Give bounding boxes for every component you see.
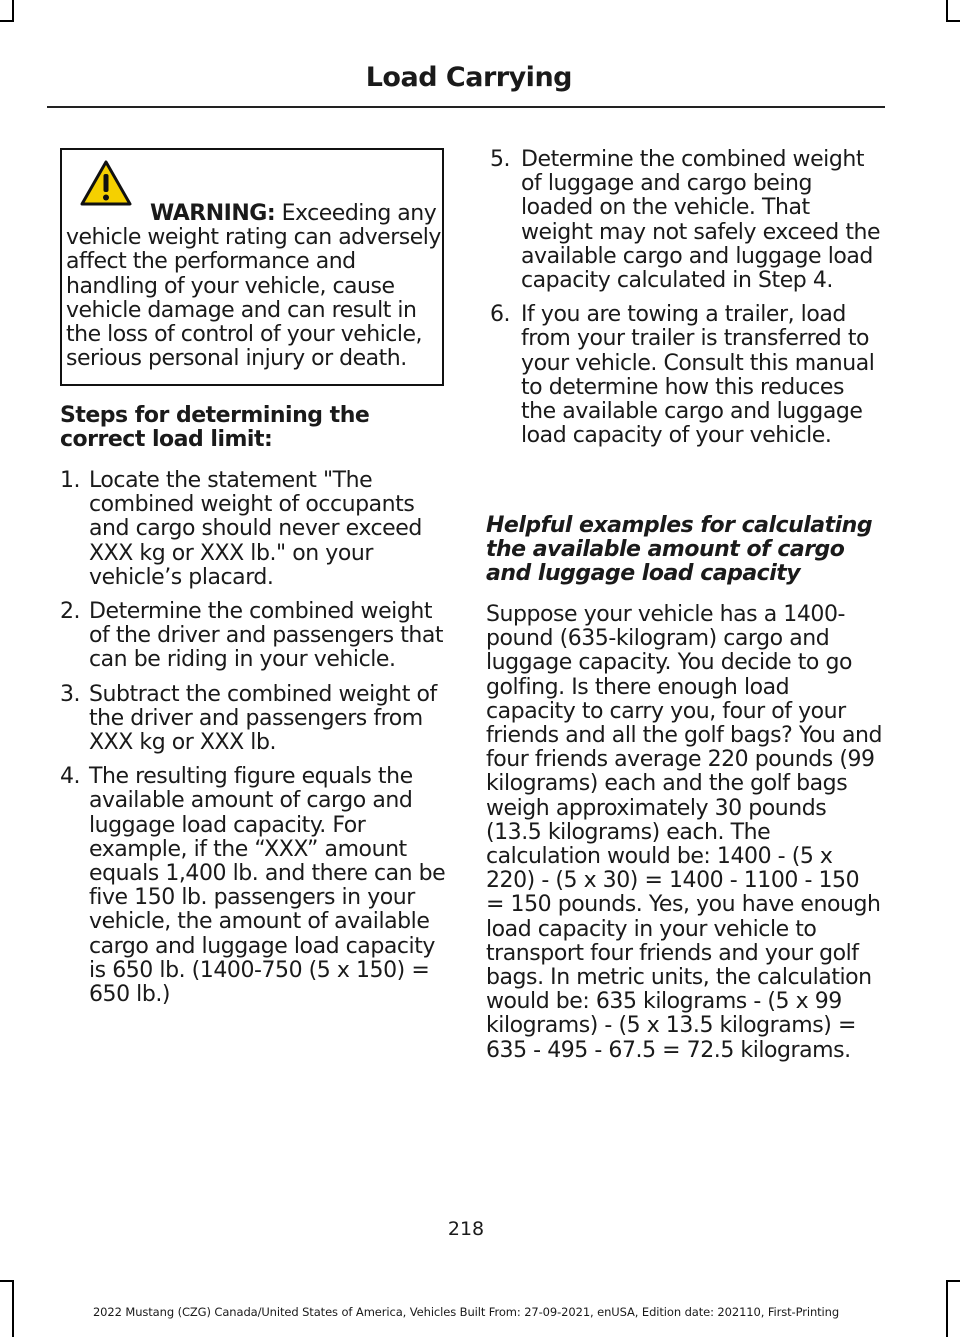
step-text: Determine the combined weight of the driver and passengers that can be riding in your vehicle. [89, 599, 444, 673]
page-number: 218 [447, 1218, 485, 1240]
step-text: Subtract the combined weight of the driver and passengers from XXX kg or XXX lb. [89, 681, 437, 756]
crop-mark [946, 20, 960, 22]
list-item [486, 303, 882, 448]
step-text: If you are towing a trailer, load from your trailer is transferred to your vehicle. Consult this manual to determine how this reduces the available cargo and luggage load capacity of your vehicle. [521, 302, 875, 449]
examples-heading: Helpful examples for calculating the available amount of cargo and luggage load capacity [486, 513, 873, 586]
step-number: 2. [60, 599, 81, 625]
steps-list-left [60, 469, 448, 1007]
step-number: 3. [60, 681, 81, 707]
footer-edition-info: 2022 Mustang (CZG) Canada/United States of America, Vehicles Built From: 27-09-2021, enUSA, Edition date: 202110, First-Printing [92, 1305, 840, 1319]
step-text: Locate the statement "The combined weight of occupants and cargo should never exceed XXX kg or XXX lb." on your vehicle’s placard. [89, 468, 422, 590]
crop-mark [946, 0, 948, 22]
list-item [60, 683, 448, 756]
page-title: Load Carrying [365, 62, 572, 93]
warning-box [60, 148, 444, 386]
header-divider [47, 106, 885, 108]
list-item [60, 600, 448, 673]
crop-mark [12, 0, 14, 22]
step-number: 1. [60, 468, 81, 493]
step-number: 5. [490, 147, 511, 172]
crop-mark [0, 20, 12, 22]
list-item [60, 469, 448, 590]
steps-heading: Steps for determining the correct load limit: [60, 403, 370, 452]
step-number: 6. [490, 302, 511, 328]
list-item [486, 148, 882, 293]
steps-list-right [486, 148, 882, 448]
warning-triangle-icon [80, 160, 132, 206]
crop-mark [946, 1280, 948, 1337]
warning-body: Exceeding any vehicle weight rating can adversely affect the performance and handling of your vehicle, cause vehicle damage and can result in the loss of control of your vehicle, serious personal injury or death. [66, 201, 441, 372]
step-text: The resulting figure equals the available amount of cargo and luggage load capacity. For example, if the “XXX” amount equals 1,400 lb. and there can be five 150 lb. passengers in your vehicle, the amount of available cargo and luggage load capacity is 650 lb. (1400-750 (5 x 150) = 650 lb.) [89, 764, 446, 1008]
warning-label: WARNING: [150, 201, 276, 226]
warning-text [66, 202, 442, 371]
example-paragraph: Suppose your vehicle has a 1400-pound (635-kilogram) cargo and luggage capacity. You decide to go golfing. Is there enough load capacity to carry you, four of your friends and all the golf bags? You and four friends average 220 pounds (99 kilograms) each and the golf bags weigh approximately 30 pounds (13.5 kilograms) each. The calculation would be: 1400 - (5 x 220) - (5 x 30) = 1400 - 1100 - 150 = 150 pounds. Yes, you have enough load capacity in your vehicle to transport four friends and your golf bags. In metric units, the calculation would be: 635 kilograms - (5 x 99 kilograms) - (5 x 13.5 kilograms) = 635 - 495 - 67.5 = 72.5 kilograms. [486, 602, 883, 1063]
crop-mark [946, 1280, 960, 1282]
crop-mark [0, 1280, 12, 1282]
step-number: 4. [60, 764, 81, 790]
list-item [60, 765, 448, 1007]
step-text: Determine the combined weight of luggage and cargo being loaded on the vehicle. That weight may not safely exceed the available cargo and luggage load capacity calculated in Step 4. [521, 147, 881, 294]
